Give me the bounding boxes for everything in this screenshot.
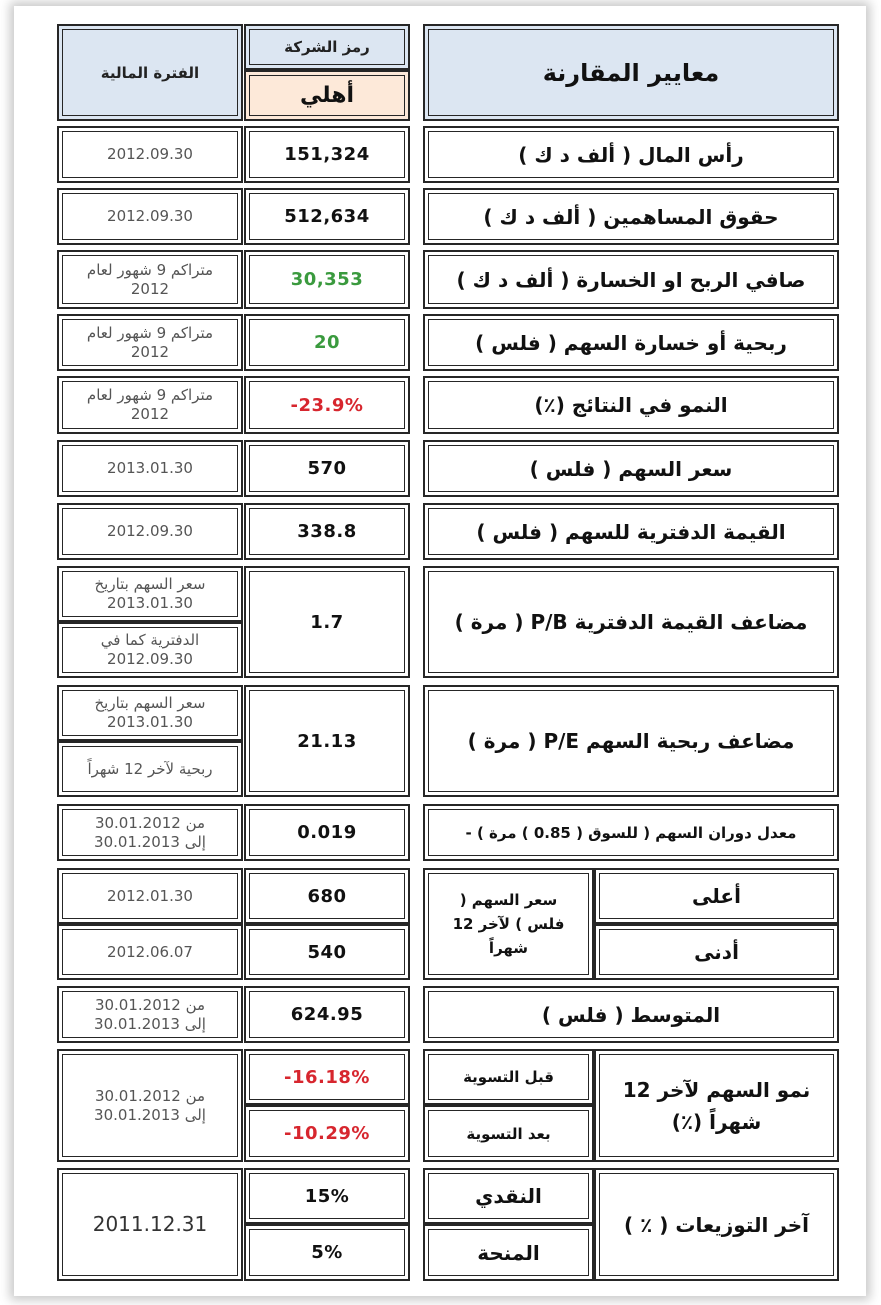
- bonus-dividend-label-cell: [423, 1224, 594, 1281]
- low-value: 540: [307, 941, 347, 963]
- range-group-cell: [423, 868, 594, 980]
- eps-value: 20: [313, 332, 341, 353]
- before-adjustment-value: -16.18%: [284, 1066, 370, 1088]
- book-value-period-cell: [57, 503, 243, 560]
- growth-value-cell: [244, 376, 410, 434]
- high-value-cell: [244, 868, 410, 924]
- range-group-label: سعر السهم ( فلس ) لآخر 12 شهراً: [452, 891, 565, 957]
- share-growth-label: نمو السهم لآخر 12 شهراً (٪): [622, 1077, 811, 1134]
- net-profit-period-cell: [57, 250, 243, 309]
- average-value: 624.95: [290, 1004, 364, 1025]
- equity-value-cell: [244, 188, 410, 245]
- average-value-cell: [244, 986, 410, 1043]
- pb-value-cell: [244, 566, 410, 678]
- average-label-cell: [423, 986, 839, 1043]
- capital-value-cell: [244, 126, 410, 183]
- book-value-label-cell: [423, 503, 839, 560]
- pb-label-cell: [423, 566, 839, 678]
- pb-period-a: سعر السهم بتاريخ 2013.01.30: [94, 575, 206, 612]
- price-value-cell: [244, 440, 410, 497]
- bonus-dividend-label: المنحة: [477, 1240, 540, 1265]
- pb-value: 1.7: [310, 611, 344, 633]
- symbol-value: أهلي: [299, 83, 355, 108]
- net-profit-period: متراكم 9 شهور لعام 2012: [86, 260, 214, 298]
- dividends-period: 2011.12.31: [92, 1212, 208, 1236]
- net-profit-label: صافي الربح او الخسارة ( ألف د ك ): [456, 267, 806, 292]
- after-adjustment-label: بعد التسوية: [466, 1124, 551, 1143]
- net-profit-label-cell: [423, 250, 839, 309]
- symbol-value-cell: [244, 70, 410, 121]
- after-adjustment-label-cell: [423, 1105, 594, 1162]
- eps-period-cell: [57, 314, 243, 371]
- pe-period-a-cell: [57, 685, 243, 741]
- pb-period-b: الدفترية كما في 2012.09.30: [100, 631, 200, 668]
- low-period-cell: [57, 924, 243, 980]
- average-label: المتوسط ( فلس ): [541, 1002, 721, 1027]
- share-growth-period: من 30.01.2012 إلى 30.01.2013: [94, 1086, 206, 1124]
- criteria-header: [423, 24, 839, 121]
- low-period: 2012.06.07: [107, 942, 193, 961]
- net-profit-value: 30,353: [290, 269, 364, 290]
- dividends-label: آخر التوزيعات ( ٪ ): [623, 1212, 810, 1237]
- price-label: سعر السهم ( فلس ): [529, 456, 733, 481]
- equity-label-cell: [423, 188, 839, 245]
- average-period: من 30.01.2012 إلى 30.01.2013: [94, 995, 206, 1033]
- high-label-cell: [594, 868, 839, 924]
- growth-label: النمو في النتائج (٪): [534, 393, 728, 417]
- pe-label: مضاعف ربحية السهم P/E ( مرة ): [467, 729, 795, 753]
- pb-period-a-cell: [57, 566, 243, 622]
- turnover-value-cell: [244, 804, 410, 861]
- after-adjustment-value-cell: [244, 1105, 410, 1162]
- price-label-cell: [423, 440, 839, 497]
- after-adjustment-value: -10.29%: [284, 1123, 370, 1144]
- pe-period-b: ربحية لآخر 12 شهراً: [87, 759, 213, 778]
- equity-label: حقوق المساهمين ( ألف د ك ): [483, 204, 779, 229]
- share-growth-period-cell: [57, 1049, 243, 1162]
- turnover-value: 0.019: [297, 822, 357, 843]
- capital-period: 2012.09.30: [107, 145, 193, 164]
- capital-label: رأس المال ( ألف د ك ): [518, 142, 744, 167]
- capital-value: 151,324: [284, 144, 370, 165]
- dividends-label-cell: [594, 1168, 839, 1281]
- low-label: أدنى: [694, 940, 739, 964]
- turnover-label-cell: [423, 804, 839, 861]
- capital-label-cell: [423, 126, 839, 183]
- eps-period: متراكم 9 شهور لعام 2012: [86, 323, 214, 361]
- low-value-cell: [244, 924, 410, 980]
- period-header-label: الفترة المالية: [100, 63, 200, 82]
- price-period: 2013.01.30: [107, 459, 193, 478]
- growth-period: متراكم 9 شهور لعام 2012: [86, 386, 214, 423]
- net-profit-value-cell: [244, 250, 410, 309]
- average-period-cell: [57, 986, 243, 1043]
- low-label-cell: [594, 924, 839, 980]
- bonus-dividend-value: 5%: [311, 1242, 343, 1263]
- cash-dividend-label: النقدي: [475, 1184, 542, 1208]
- criteria-header-label: معايير المقارنة: [542, 58, 720, 87]
- pb-label: مضاعف القيمة الدفترية P/B ( مرة ): [454, 610, 808, 634]
- pe-period-a: سعر السهم بتاريخ 2013.01.30: [94, 694, 206, 731]
- high-period-cell: [57, 868, 243, 924]
- pe-label-cell: [423, 685, 839, 797]
- growth-period-cell: [57, 376, 243, 434]
- turnover-period: من 30.01.2012 إلى 30.01.2013: [94, 813, 206, 851]
- before-adjustment-label: قبل التسوية: [463, 1068, 554, 1086]
- book-value-label: القيمة الدفترية للسهم ( فلس ): [476, 519, 786, 544]
- eps-value-cell: [244, 314, 410, 371]
- equity-period: 2012.09.30: [107, 207, 193, 226]
- pb-period-b-cell: [57, 622, 243, 678]
- dividends-period-cell: [57, 1168, 243, 1281]
- equity-value: 512,634: [284, 206, 370, 227]
- high-value: 680: [307, 885, 347, 907]
- cash-dividend-value: 15%: [304, 1185, 350, 1207]
- cash-dividend-value-cell: [244, 1168, 410, 1224]
- turnover-label: معدل دوران السهم ( للسوق ( 0.85 ) مرة ) -: [465, 823, 797, 842]
- price-period-cell: [57, 440, 243, 497]
- symbol-header-label: رمز الشركة: [284, 38, 370, 56]
- share-growth-label-cell: [594, 1049, 839, 1162]
- growth-label-cell: [423, 376, 839, 434]
- eps-label-cell: [423, 314, 839, 371]
- book-value-value-cell: [244, 503, 410, 560]
- cash-dividend-label-cell: [423, 1168, 594, 1224]
- equity-period-cell: [57, 188, 243, 245]
- pe-value-cell: [244, 685, 410, 797]
- high-label: أعلى: [692, 884, 741, 908]
- growth-value: -23.9%: [290, 394, 364, 416]
- pe-period-b-cell: [57, 741, 243, 797]
- turnover-period-cell: [57, 804, 243, 861]
- price-value: 570: [307, 458, 347, 479]
- before-adjustment-value-cell: [244, 1049, 410, 1105]
- before-adjustment-label-cell: [423, 1049, 594, 1105]
- book-value-period: 2012.09.30: [107, 522, 193, 541]
- book-value-value: 338.8: [297, 521, 357, 542]
- capital-period-cell: [57, 126, 243, 183]
- pe-value: 21.13: [297, 730, 357, 752]
- period-header: [57, 24, 243, 121]
- bonus-dividend-value-cell: [244, 1224, 410, 1281]
- symbol-header: [244, 24, 410, 70]
- eps-label: ربحية أو خسارة السهم ( فلس ): [475, 330, 787, 355]
- high-period: 2012.01.30: [107, 886, 193, 905]
